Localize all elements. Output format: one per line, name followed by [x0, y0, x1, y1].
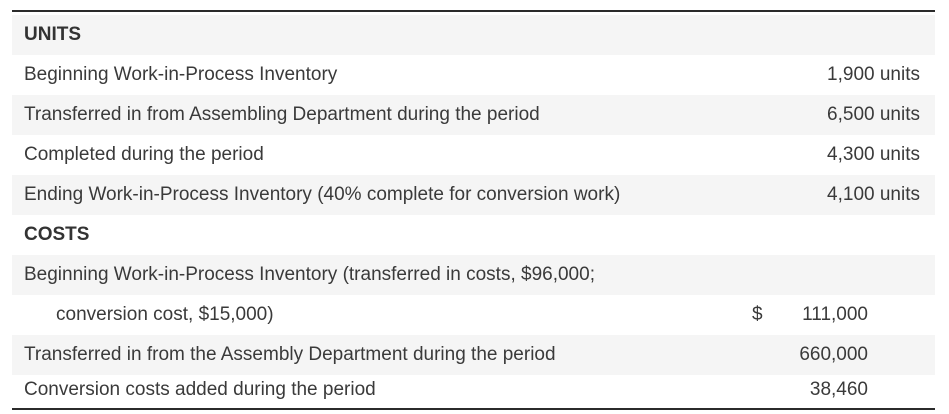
- row-label: conversion cost, $15,000): [56, 304, 274, 325]
- table-row: [12, 335, 935, 375]
- table-row: [12, 135, 935, 175]
- row-value: 38,460: [809, 379, 868, 400]
- row-value: 6,500 units: [827, 104, 920, 125]
- row-label: Beginning Work-in-Process Inventory: [24, 64, 338, 85]
- row-value: 111,000: [802, 304, 868, 325]
- row-label: Completed during the period: [24, 144, 264, 165]
- row-label: Transferred in from Assembling Department during the period: [24, 104, 540, 125]
- row-value: 660,000: [799, 344, 868, 365]
- row-value: 4,100 units: [827, 184, 920, 205]
- units-header: UNITS: [24, 24, 81, 45]
- row-label: Transferred in from the Assembly Department during the period: [24, 344, 556, 365]
- cost-data-table: [12, 10, 935, 410]
- table-row: [12, 295, 935, 335]
- row-value: 1,900 units: [827, 64, 920, 85]
- costs-header: COSTS: [24, 224, 90, 245]
- row-label: Ending Work-in-Process Inventory (40% complete for conversion work): [24, 184, 621, 205]
- row-value: 4,300 units: [827, 144, 920, 165]
- costs-header-row: [12, 215, 935, 255]
- row-label: Conversion costs added during the period: [24, 379, 376, 400]
- row-label: Beginning Work-in-Process Inventory (transferred in costs, $96,000;: [24, 264, 595, 285]
- table-row: [12, 255, 935, 295]
- table-row: [12, 55, 935, 95]
- currency-symbol: $: [752, 304, 763, 325]
- table-row: [12, 95, 935, 135]
- table-row: [12, 175, 935, 215]
- units-header-row: [12, 15, 935, 55]
- table-row: [12, 372, 935, 408]
